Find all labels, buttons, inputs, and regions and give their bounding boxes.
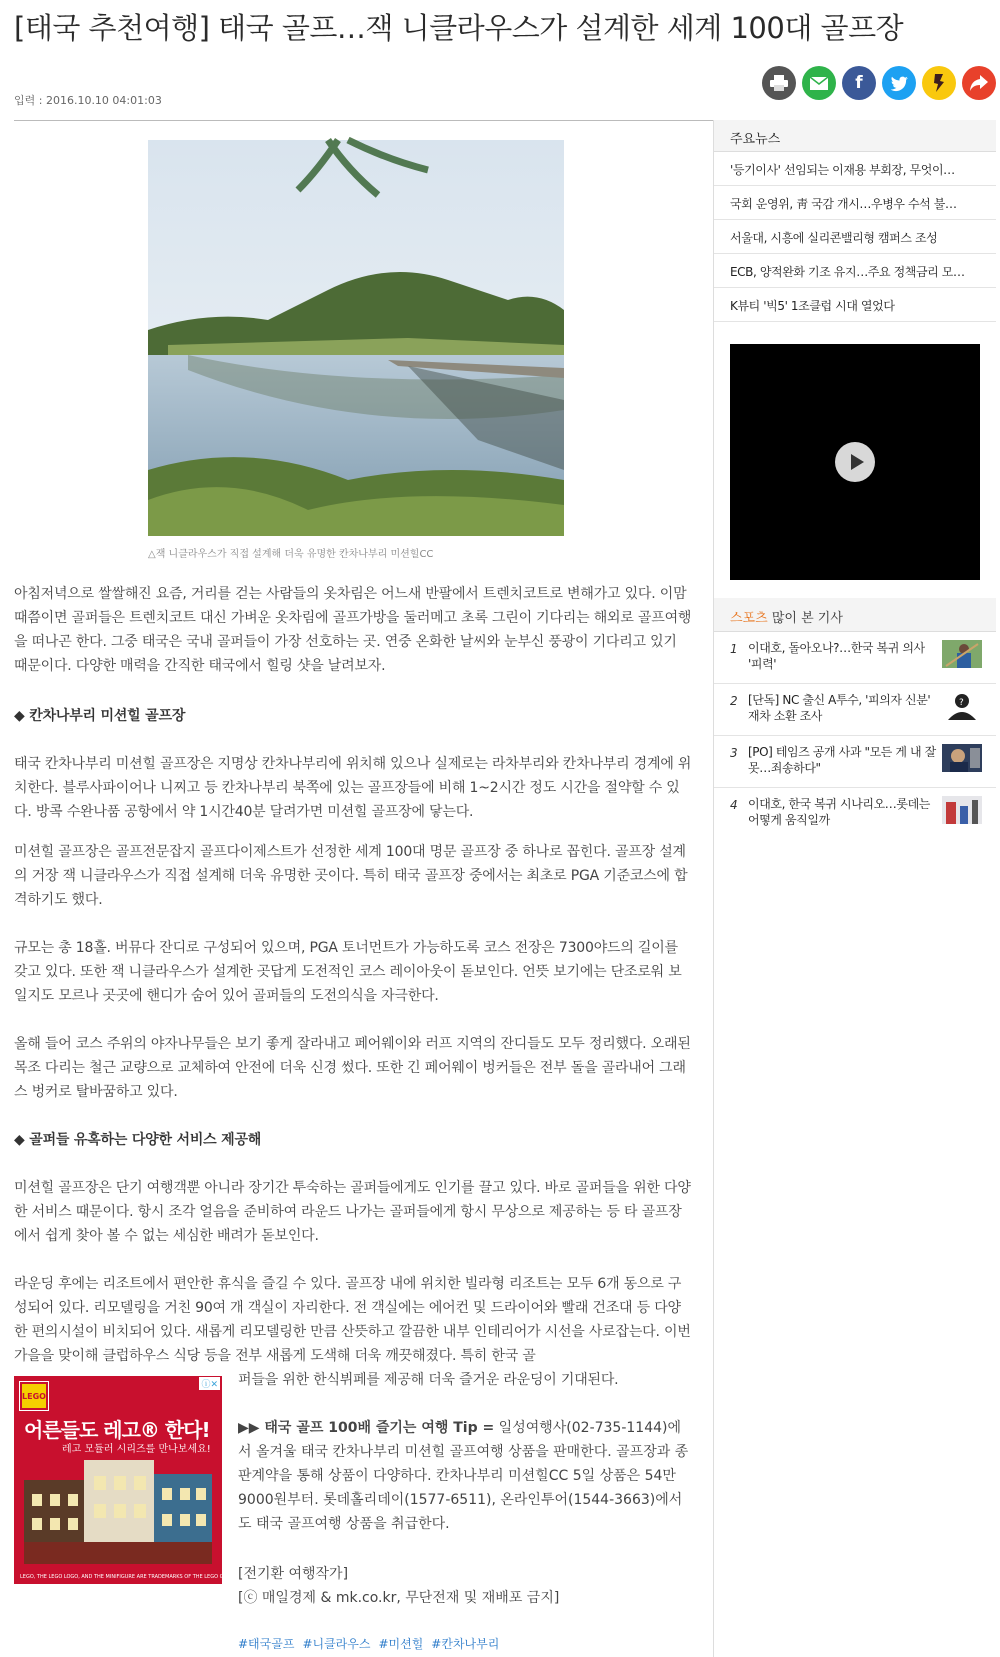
copyright: [ⓒ 매일경제 & mk.co.kr, 무단전재 및 재배포 금지]: [238, 1590, 560, 1606]
sports-most-read-heading: [714, 598, 996, 632]
paragraph: 규모는 총 18홀. 버뮤다 잔디로 구성되어 있으며, PGA 토너먼트가 가능하도록 코스 전장은 7300야드의 길이를 갖고 있다. 또한 잭 니클라우스가 설계한 곳답게 도전적인 코스 레이아웃이 돋보인다. 언뜻 보기에는 단조로워 보일지도 모르나 곳곳에 핸디가 숨어 있어 골퍼들의 도전의식을 자극한다.: [14, 940, 682, 1004]
rank-number: 4: [730, 798, 738, 812]
photo-caption: △잭 니클라우스가 직접 설계해 더욱 유명한 칸차나부리 미션힐CC: [148, 549, 434, 560]
rank-number: 3: [730, 746, 738, 760]
main-news-heading: 주요뉴스: [714, 120, 996, 152]
paragraph: 라운딩 후에는 리조트에서 편안한 휴식을 즐길 수 있다. 골프장 내에 위치한 빌라형 리조트는 모두 6개 동으로 구성되어 있다. 리모델링을 거친 90여 개 객실이 자리한다. 전 객실에는 에어컨 및 드라이어와 빨래 건조대 등 다양한 편의시설이 비치되어 있다. 새롭게 리모델링한 만큼 산뜻하고 깔끔한 내부 인테리어가 시선을 사로잡는다. 이번 가을을 맞이해 클럽하우스 식당 등을 전부 새롭게 도색해 더욱 깨끗해졌다. 특히 한국 골: [14, 1276, 691, 1364]
video-player[interactable]: [730, 344, 980, 580]
section-heading: ◆ 골퍼들 유혹하는 다양한 서비스 제공해: [14, 1132, 262, 1148]
anonymous-person-icon: [942, 692, 982, 720]
rank-title: 이대호, 돌아오나?…한국 복귀 의사 '피력': [748, 641, 925, 671]
share-more-icon[interactable]: [962, 66, 996, 100]
main-news-item[interactable]: 서울대, 시흥에 실리콘밸리형 캠퍼스 조성: [714, 220, 996, 254]
tag-link[interactable]: #태국골프: [238, 1637, 295, 1651]
twitter-icon[interactable]: [882, 66, 916, 100]
sidebar: [714, 120, 996, 840]
tag-link[interactable]: #니클라우스: [302, 1637, 371, 1651]
ad-headline: 어른들도 레고® 한다!: [24, 1418, 210, 1442]
mail-icon[interactable]: [802, 66, 836, 100]
main-news-item[interactable]: '등기이사' 선임되는 이재용 부회장, 무엇이…: [714, 152, 996, 186]
main-news-item[interactable]: 국회 운영위, 靑 국감 개시…우병우 수석 불…: [714, 186, 996, 220]
ad-disclaimer: LEGO, THE LEGO LOGO, AND THE MINIFIGURE ARE TRADEMARKS OF THE LEGO GROUP. ©2016: [20, 1574, 258, 1580]
rank-title: 이대호, 한국 복귀 시나리오…롯데는 어떻게 움직일까: [748, 797, 930, 827]
play-icon[interactable]: [835, 442, 875, 482]
lego-building-image: [24, 1460, 212, 1564]
ad-subtext: 레고 모듈러 시리즈를 만나보세요!: [62, 1444, 211, 1455]
paragraph: 퍼들을 위한 한식뷔페를 제공해 더욱 즐거운 라운딩이 기대된다.: [238, 1372, 619, 1388]
main-news-item[interactable]: ECB, 양적완화 기조 유지…주요 정책금리 모…: [714, 254, 996, 288]
section-heading: ◆ 칸차나부리 미션힐 골프장: [14, 708, 186, 724]
article-photo: [148, 140, 564, 536]
paragraph: 올해 들어 코스 주위의 야자나무들은 보기 좋게 잘라내고 페어웨이와 러프 지역의 잔디들도 모두 정리했다. 오래된 목조 다리는 철근 교량으로 교체하여 안전에 더욱 신경 썼다. 또한 긴 페어웨이 벙커들은 전부 돌을 골라내어 그래스 벙커로 탈바꿈하고 있다.: [14, 1036, 691, 1100]
lego-advertisement[interactable]: [14, 1376, 258, 1584]
paragraph: 미션힐 골프장은 골프전문잡지 골프다이제스트가 선정한 세계 100대 명문 골프장 중 하나로 꼽힌다. 골프장 설계의 거장 잭 니클라우스가 직접 설계해 더욱 유명한 곳이다. 특히 태국 골프장 중에서는 최초로 PGA 기준코스에 합격하기도 했다.: [14, 844, 688, 908]
facebook-icon[interactable]: f: [842, 66, 876, 100]
print-icon[interactable]: [762, 66, 796, 100]
most-read-label: 많이 본 기사: [767, 611, 843, 626]
tag-link[interactable]: #칸차나부리: [431, 1637, 500, 1651]
publish-date: 입력 : 2016.10.10 04:01:03: [14, 94, 162, 107]
header-divider: [14, 120, 714, 121]
paragraph: 미션힐 골프장은 단기 여행객뿐 아니라 장기간 투숙하는 골퍼들에게도 인기를 끌고 있다. 바로 골퍼들을 위한 다양한 서비스 때문이다. 항시 조각 얼음을 준비하여 라운드 나가는 골퍼들에게 항시 무상으로 제공하는 등 타 골프장에서 쉽게 찾아 볼 수 없는 세심한 배려가 돋보인다.: [14, 1180, 691, 1244]
main-news-item[interactable]: K뷰티 '빅5' 1조클럽 시대 열었다: [714, 288, 996, 322]
kakaostory-icon[interactable]: [922, 66, 956, 100]
sports-rank-item[interactable]: [714, 684, 996, 736]
tag-list: [238, 1635, 499, 1652]
lego-logo: LEGO: [20, 1382, 48, 1410]
sports-rank-item[interactable]: [714, 632, 996, 684]
byline: [전기환 여행작가]: [238, 1566, 349, 1582]
rank-title: [PO] 테임즈 공개 사과 "모든 게 내 잘못…죄송하다": [748, 745, 936, 775]
travel-tip: [238, 1416, 693, 1536]
tag-link[interactable]: #미션힐: [378, 1637, 424, 1651]
paragraph: 태국 칸차나부리 미션힐 골프장은 지명상 칸차나부리에 위치해 있으나 실제로는 라차부리와 칸차나부리 경계에 위치한다. 블루사파이어나 니찌고 등 칸차나부리 북쪽에 있는 골프장들에 비해 1~2시간 정도 시간을 절약할 수 있다. 방콕 수완나품 공항에서 약 1시간40분 달려가면 미션힐 골프장에 닿는다.: [14, 756, 692, 820]
rank-title: [단독] NC 출신 A투수, '피의자 신분' 재차 소환 조사: [748, 693, 931, 723]
tip-label: ▶▶ 태국 골프 100배 즐기는 여행 Tip =: [238, 1420, 495, 1436]
tip-text: 일성여행사(02-735-1144)에서 올겨울 태국 칸차나부리 미션힐 골프여행 상품을 판매한다. 골프장과 종판계약을 통해 상품이 다양하다. 칸차나부리 미션힐CC 5일 상품은 54만 9000원부터. 롯데홀리데이(1577-6511), 온라인투어(1544-3663)에서도 태국 골프여행 상품을 취급한다.: [238, 1420, 689, 1532]
sports-rank-item[interactable]: [714, 736, 996, 788]
article-title: [태국 추천여행] 태국 골프…잭 니클라우스가 설계한 세계 100대 골프장: [14, 11, 904, 45]
article-thumbnail: [942, 796, 982, 824]
article-thumbnail: [942, 640, 982, 668]
rank-number: 2: [730, 694, 738, 708]
ad-close-icon[interactable]: ⓘ✕: [199, 1377, 220, 1390]
sidebar-blank-area: [714, 830, 1000, 1657]
rank-number: 1: [730, 642, 738, 656]
article-thumbnail: [942, 744, 982, 772]
sports-label: 스포츠: [730, 611, 768, 626]
share-bar: [762, 66, 996, 100]
svg-text:?: ?: [959, 698, 964, 708]
paragraph: 아침저녁으로 쌀쌀해진 요즘, 거리를 걷는 사람들의 옷차림은 어느새 반팔에서 트렌치코트로 변해가고 있다. 이맘때쯤이면 골퍼들은 트렌치코트 대신 가벼운 옷차림에 골프가방을 둘러메고 초록 그린이 기다리는 해외로 골프여행을 떠나곤 한다. 그중 태국은 국내 골퍼들이 가장 선호하는 곳. 연중 온화한 날씨와 눈부신 풍광이 기다리고 있기 때문이다. 다양한 매력을 간직한 태국에서 힐링 샷을 날려보자.: [14, 586, 692, 674]
